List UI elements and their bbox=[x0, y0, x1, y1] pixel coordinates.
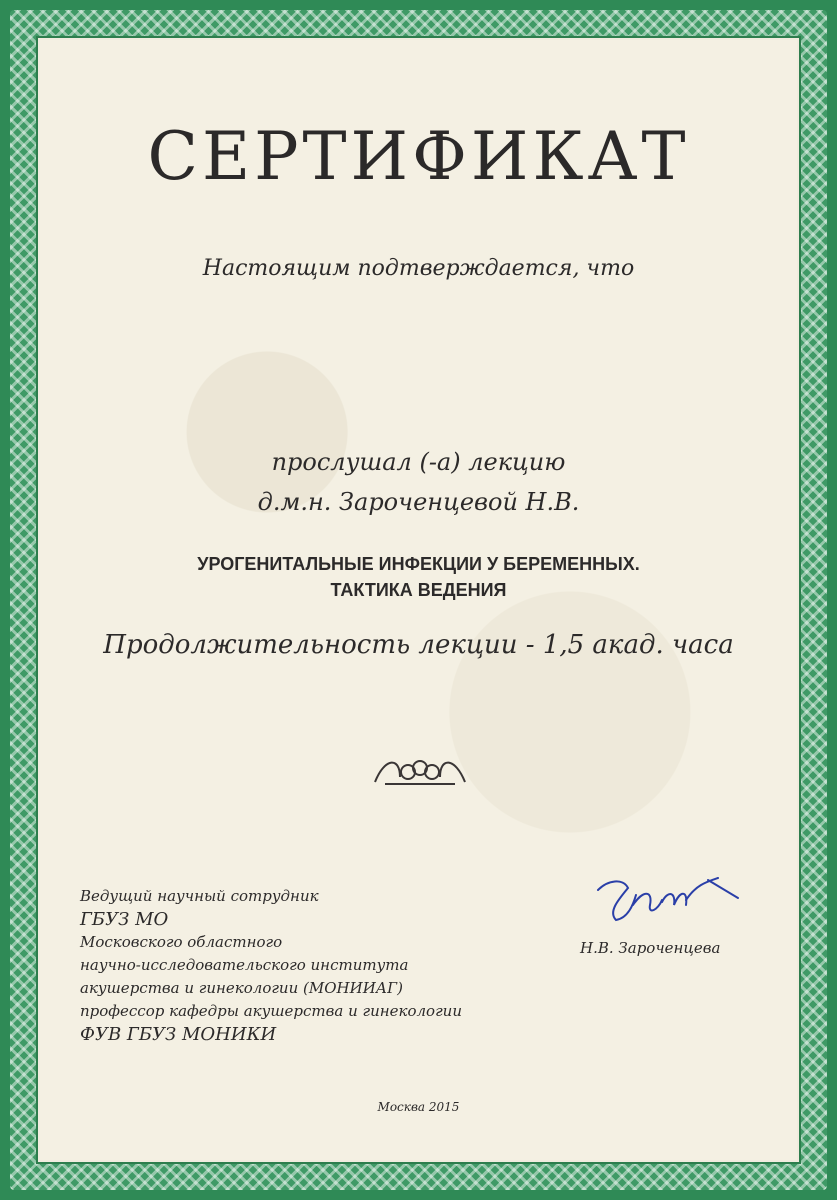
lecturer-position-block bbox=[80, 885, 462, 1046]
ornament-icon bbox=[370, 752, 470, 790]
position-line: Ведущий научный сотрудник bbox=[80, 887, 319, 905]
signer-name: Н.В. Зароченцева bbox=[580, 939, 721, 957]
attendance-text: прослушал (-а) лекцию bbox=[271, 448, 566, 476]
lecturer-name: д.м.н. Зароченцевой Н.В. bbox=[257, 488, 580, 516]
position-line: научно-исследовательского института bbox=[80, 956, 409, 974]
lecture-topic-line1: УРОГЕНИТАЛЬНЫЕ ИНФЕКЦИИ У БЕРЕМЕННЫХ. bbox=[197, 554, 640, 574]
position-line: ФУВ ГБУЗ МОНИКИ bbox=[80, 1024, 277, 1045]
position-line: Московского областного bbox=[80, 933, 283, 951]
certificate-paper bbox=[40, 40, 797, 1160]
certificate-title: СЕРТИФИКАТ bbox=[147, 118, 690, 195]
position-line: профессор кафедры акушерства и гинекологии bbox=[80, 1002, 462, 1020]
confirmation-text: Настоящим подтверждается, что bbox=[202, 256, 635, 281]
position-line: акушерства и гинекологии (МОНИИАГ) bbox=[80, 979, 403, 997]
lecture-duration: Продолжительность лекции - 1,5 акад. часа bbox=[103, 630, 734, 660]
lecture-topic-line2: ТАКТИКА ВЕДЕНИЯ bbox=[330, 580, 507, 600]
handwritten-signature bbox=[588, 860, 748, 940]
city-year: Москва 2015 bbox=[377, 1100, 460, 1114]
position-line: ГБУЗ МО bbox=[80, 909, 169, 930]
